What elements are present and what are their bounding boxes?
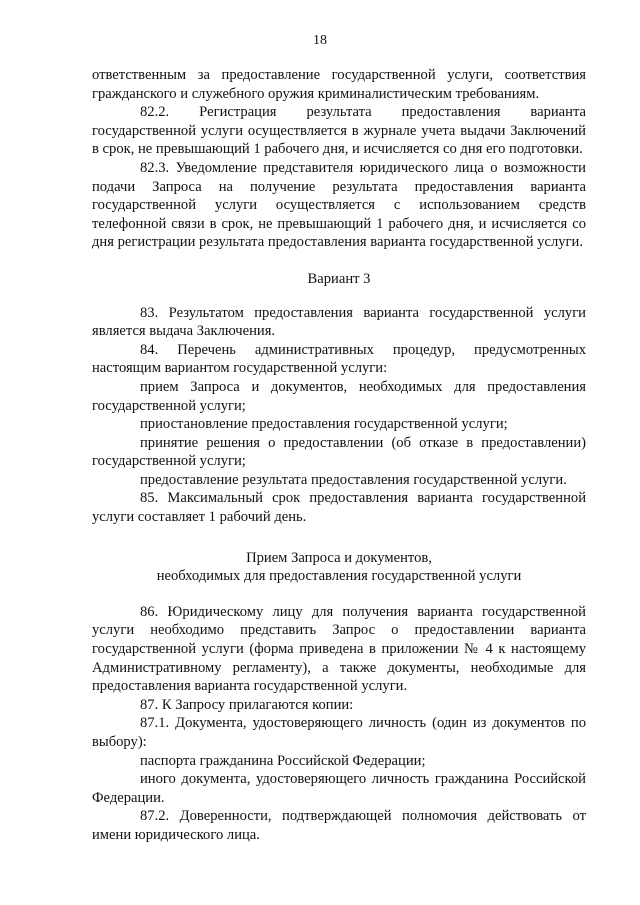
- section-heading-line-1: Прием Запроса и документов,: [246, 549, 432, 566]
- list-item-procedure-1: прием Запроса и документов, необходимых для предоставления государственной услуги;: [92, 378, 586, 414]
- list-item-procedure-3: принятие решения о предоставлении (об отказе в предоставлении) государственной услуги;: [92, 434, 586, 470]
- paragraph-82-2: 82.2. Регистрация результата предоставления варианта государственной услуги осуществляется в журнале учета выдачи Заключений в срок, не превышающий 1 рабочего дня, и исчисляется со дня его подготовки.: [92, 104, 586, 158]
- list-item-procedure-4: предоставление результата предоставления государственной услуги.: [140, 471, 567, 488]
- spacer: [92, 252, 586, 270]
- paragraph-82-3: 82.3. Уведомление представителя юридического лица о возможности подачи Запроса на получение результата предоставления варианта государственной услуги осуществляется с использованием средств телефонной связи в срок, не превышающий 1 рабочего дня, и исчисляется со дня регистрации результата предоставления варианта государственной услуги.: [92, 159, 586, 251]
- section-heading-line-2: необходимых для предоставления государственной услуги: [156, 568, 522, 585]
- paragraph-86: 86. Юридическому лицу для получения варианта государственной услуги необходимо представить Запрос о предоставлении варианта государственной услуги (форма приведена в приложении № 4 к настоящему Административному регламенту), а также документы, необходимые для предоставления варианта государственной услуги.: [92, 603, 586, 695]
- heading-variant-3: Вариант 3: [307, 270, 371, 287]
- paragraph-87: 87. К Запросу прилагаются копии:: [140, 696, 354, 713]
- spacer: [92, 289, 586, 304]
- page-number: 18: [313, 33, 327, 48]
- paragraph-84: 84. Перечень административных процедур, предусмотренных настоящим вариантом государственной услуги:: [92, 341, 586, 377]
- list-item-passport: паспорта гражданина Российской Федерации;: [140, 752, 426, 769]
- paragraph-continuation: ответственным за предоставление государственной услуги, соответствия гражданского и служебного оружия криминалистическим требованиям.: [92, 67, 586, 102]
- spacer: [92, 586, 586, 603]
- paragraph-85: 85. Максимальный срок предоставления варианта государственной услуги составляет 1 рабочий день.: [92, 490, 586, 526]
- page-content: [92, 66, 586, 845]
- list-item-other-document: иного документа, удостоверяющего личность гражданина Российской Федерации.: [92, 771, 586, 806]
- paragraph-87-2: 87.2. Доверенности, подтверждающей полномочия действовать от имени юридического лица.: [92, 808, 586, 843]
- spacer: [92, 527, 586, 549]
- paragraph-87-1: 87.1. Документа, удостоверяющего личность (один из документов по выбору):: [92, 715, 586, 750]
- list-item-procedure-2: приостановление предоставления государственной услуги;: [140, 416, 508, 433]
- paragraph-83: 83. Результатом предоставления варианта государственной услуги является выдача Заключения.: [92, 304, 586, 340]
